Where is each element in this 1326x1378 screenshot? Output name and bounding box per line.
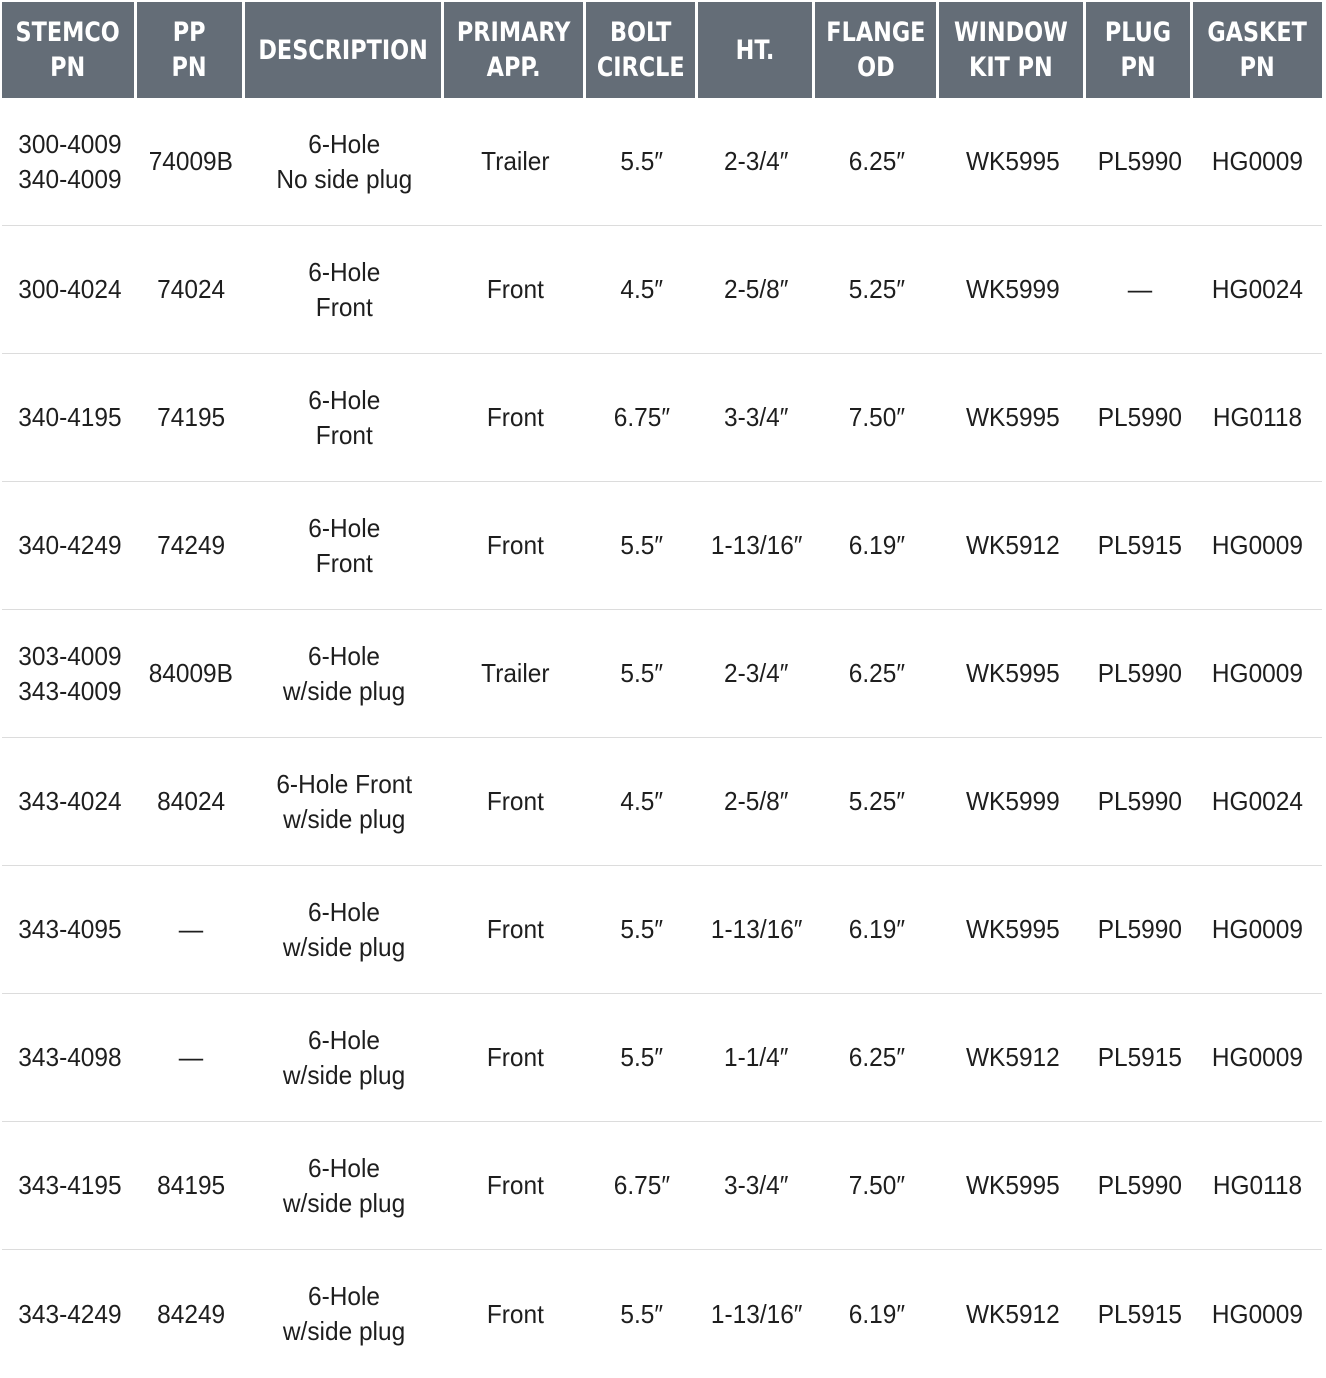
cell-text: 84249 xyxy=(157,1298,225,1329)
col-header-description: DESCRIPTION xyxy=(245,2,444,98)
cell-text: 6-Hole Front xyxy=(308,384,381,450)
col-header-gasket-pn: GASKET PN xyxy=(1193,2,1322,98)
cell-text: 5.25″ xyxy=(848,274,906,304)
cell-pp-pn xyxy=(137,738,245,866)
cell-text: 84024 xyxy=(157,786,225,816)
cell-text: 84009B xyxy=(148,658,234,688)
cell-bolt-circle xyxy=(586,226,698,354)
hubcap-spec-table xyxy=(2,2,1322,1378)
cell-text: 2-5/8″ xyxy=(724,274,789,304)
cell-text: PL5990 xyxy=(1097,658,1182,688)
cell-text: 6-Hole w/side plug xyxy=(283,1281,406,1346)
cell-flange-od xyxy=(815,354,939,482)
cell-text: 343-4249 xyxy=(17,1298,122,1329)
cell-text: PL5915 xyxy=(1097,1298,1182,1329)
cell-bolt-circle xyxy=(586,738,698,866)
cell-text: 6.25″ xyxy=(848,658,906,688)
cell-plug-pn xyxy=(1086,354,1193,482)
cell-text: HG0009 xyxy=(1211,914,1304,944)
cell-stemco-pn xyxy=(2,738,137,866)
cell-text: 1-13/16″ xyxy=(710,530,803,560)
cell-pp-pn xyxy=(137,994,245,1122)
cell-pp-pn xyxy=(137,866,245,994)
cell-text: 6-Hole No side plug xyxy=(276,128,413,194)
cell-pp-pn xyxy=(137,226,245,354)
cell-text: HG0009 xyxy=(1211,530,1304,560)
cell-text: PL5990 xyxy=(1097,786,1182,816)
cell-text: 5.5″ xyxy=(620,1042,664,1072)
cell-description xyxy=(245,1122,444,1250)
col-header-bolt-circle: BOLT CIRCLE xyxy=(586,2,698,98)
cell-flange-od xyxy=(815,994,939,1122)
cell-text: 300-4024 xyxy=(17,274,122,304)
cell-text: PL5990 xyxy=(1097,146,1182,176)
col-header-primary-app: PRIMARY APP. xyxy=(444,2,586,98)
cell-text: 6-Hole Front xyxy=(308,256,381,322)
cell-gasket-pn xyxy=(1193,98,1322,226)
cell-gasket-pn xyxy=(1193,482,1322,610)
cell-text: 5.25″ xyxy=(848,786,906,816)
cell-description xyxy=(245,738,444,866)
cell-primary-app xyxy=(444,866,586,994)
cell-text: 84195 xyxy=(157,1170,225,1200)
cell-primary-app xyxy=(444,98,586,226)
cell-text: 340-4249 xyxy=(17,530,122,560)
cell-flange-od xyxy=(815,610,939,738)
table-row xyxy=(2,482,1322,610)
cell-window-kit-pn xyxy=(939,610,1086,738)
cell-text: 6-Hole Front xyxy=(308,512,381,578)
col-header-height: HT. xyxy=(698,2,815,98)
cell-description xyxy=(245,866,444,994)
cell-text: 5.5″ xyxy=(620,914,664,944)
cell-text: Trailer xyxy=(480,658,550,688)
cell-text: 2-3/4″ xyxy=(724,658,789,688)
cell-text: Front xyxy=(486,274,544,304)
cell-bolt-circle xyxy=(586,1250,698,1378)
cell-gasket-pn xyxy=(1193,354,1322,482)
cell-text: 1-13/16″ xyxy=(710,914,803,944)
cell-pp-pn xyxy=(137,482,245,610)
cell-text: 6.19″ xyxy=(848,914,906,944)
cell-gasket-pn xyxy=(1193,1250,1322,1378)
cell-window-kit-pn xyxy=(939,482,1086,610)
table-row xyxy=(2,354,1322,482)
cell-stemco-pn xyxy=(2,482,137,610)
cell-stemco-pn xyxy=(2,866,137,994)
cell-plug-pn xyxy=(1086,482,1193,610)
cell-plug-pn xyxy=(1086,866,1193,994)
cell-plug-pn xyxy=(1086,610,1193,738)
cell-plug-pn xyxy=(1086,738,1193,866)
cell-text: 5.5″ xyxy=(620,530,664,560)
cell-height xyxy=(698,1250,815,1378)
cell-text: 1-1/4″ xyxy=(724,1042,789,1072)
cell-stemco-pn xyxy=(2,1122,137,1250)
cell-primary-app xyxy=(444,738,586,866)
cell-text: HG0118 xyxy=(1212,1170,1303,1200)
col-header-plug-pn: PLUG PN xyxy=(1086,2,1193,98)
cell-text: WK5999 xyxy=(965,274,1060,304)
cell-stemco-pn xyxy=(2,994,137,1122)
cell-description xyxy=(245,610,444,738)
cell-text: WK5912 xyxy=(965,530,1060,560)
cell-text: 2-3/4″ xyxy=(724,146,789,176)
cell-flange-od xyxy=(815,98,939,226)
cell-window-kit-pn xyxy=(939,354,1086,482)
cell-pp-pn xyxy=(137,354,245,482)
cell-text: 6.75″ xyxy=(613,402,671,432)
cell-height xyxy=(698,354,815,482)
cell-text: 343-4095 xyxy=(17,914,122,944)
cell-text: PL5915 xyxy=(1097,530,1182,560)
cell-text: Front xyxy=(486,1298,544,1329)
cell-text: WK5912 xyxy=(965,1042,1060,1072)
cell-stemco-pn xyxy=(2,354,137,482)
cell-text: HG0024 xyxy=(1211,274,1304,304)
cell-plug-pn xyxy=(1086,1250,1193,1378)
cell-text: WK5995 xyxy=(965,1170,1060,1200)
cell-text: 7.50″ xyxy=(848,1170,906,1200)
cell-text: 303-4009 343-4009 xyxy=(17,640,122,706)
cell-window-kit-pn xyxy=(939,1122,1086,1250)
col-header-window-kit-pn: WINDOW KIT PN xyxy=(939,2,1086,98)
cell-window-kit-pn xyxy=(939,994,1086,1122)
cell-gasket-pn xyxy=(1193,994,1322,1122)
cell-gasket-pn xyxy=(1193,610,1322,738)
cell-text: 5.5″ xyxy=(620,658,664,688)
cell-text: 2-5/8″ xyxy=(724,786,789,816)
cell-gasket-pn xyxy=(1193,866,1322,994)
cell-text: 340-4195 xyxy=(17,402,122,432)
table-row xyxy=(2,226,1322,354)
cell-height xyxy=(698,866,815,994)
cell-window-kit-pn xyxy=(939,226,1086,354)
cell-pp-pn xyxy=(137,1122,245,1250)
cell-text: 6.75″ xyxy=(613,1170,671,1200)
cell-height xyxy=(698,482,815,610)
cell-description xyxy=(245,994,444,1122)
cell-text: Front xyxy=(486,786,544,816)
cell-stemco-pn xyxy=(2,226,137,354)
cell-text: 1-13/16″ xyxy=(710,1298,803,1329)
cell-text: 343-4195 xyxy=(17,1170,122,1200)
cell-primary-app xyxy=(444,1250,586,1378)
col-header-pp-pn: PP PN xyxy=(137,2,245,98)
table-row xyxy=(2,610,1322,738)
cell-text: 6-Hole w/side plug xyxy=(283,896,406,962)
cell-plug-pn xyxy=(1086,226,1193,354)
cell-text: WK5995 xyxy=(965,402,1060,432)
col-header-stemco-pn: STEMCO PN xyxy=(2,2,137,98)
table-row xyxy=(2,1250,1322,1378)
header-row xyxy=(2,2,1322,98)
cell-text: 7.50″ xyxy=(848,402,906,432)
cell-flange-od xyxy=(815,1122,939,1250)
cell-text: 74009B xyxy=(148,146,234,176)
cell-text: 300-4009 340-4009 xyxy=(17,128,122,194)
cell-text: 4.5″ xyxy=(620,786,664,816)
cell-plug-pn xyxy=(1086,1122,1193,1250)
cell-text: 6-Hole w/side plug xyxy=(283,1024,406,1090)
cell-description xyxy=(245,98,444,226)
table-row xyxy=(2,738,1322,866)
cell-text: 5.5″ xyxy=(620,146,664,176)
cell-primary-app xyxy=(444,1122,586,1250)
cell-height xyxy=(698,226,815,354)
cell-text: WK5999 xyxy=(965,786,1060,816)
table-row xyxy=(2,994,1322,1122)
cell-text: HG0009 xyxy=(1211,1042,1304,1072)
cell-text: 74024 xyxy=(157,274,225,304)
cell-flange-od xyxy=(815,482,939,610)
cell-stemco-pn xyxy=(2,610,137,738)
table-body xyxy=(2,98,1322,1378)
cell-primary-app xyxy=(444,226,586,354)
cell-text: 6-Hole w/side plug xyxy=(283,1152,406,1218)
cell-bolt-circle xyxy=(586,98,698,226)
cell-flange-od xyxy=(815,1250,939,1378)
cell-text: 6.19″ xyxy=(848,1298,906,1329)
cell-flange-od xyxy=(815,738,939,866)
cell-pp-pn xyxy=(137,610,245,738)
cell-text: — xyxy=(1127,274,1152,304)
cell-description xyxy=(245,226,444,354)
cell-text: WK5995 xyxy=(965,658,1060,688)
cell-plug-pn xyxy=(1086,994,1193,1122)
cell-pp-pn xyxy=(137,98,245,226)
cell-primary-app xyxy=(444,482,586,610)
cell-height xyxy=(698,610,815,738)
cell-gasket-pn xyxy=(1193,738,1322,866)
cell-text: Trailer xyxy=(480,146,550,176)
cell-text: PL5990 xyxy=(1097,402,1182,432)
cell-window-kit-pn xyxy=(939,866,1086,994)
cell-text: 3-3/4″ xyxy=(724,402,789,432)
cell-flange-od xyxy=(815,866,939,994)
cell-text: HG0009 xyxy=(1211,146,1304,176)
cell-text: 4.5″ xyxy=(620,274,664,304)
cell-text: HG0118 xyxy=(1212,402,1303,432)
cell-text: 343-4098 xyxy=(17,1042,122,1072)
cell-height xyxy=(698,98,815,226)
cell-window-kit-pn xyxy=(939,738,1086,866)
col-header-flange-od: FLANGE OD xyxy=(815,2,939,98)
cell-height xyxy=(698,738,815,866)
cell-text: 6.19″ xyxy=(848,530,906,560)
cell-bolt-circle xyxy=(586,1122,698,1250)
cell-primary-app xyxy=(444,994,586,1122)
cell-text: 6.25″ xyxy=(848,1042,906,1072)
cell-text: HG0009 xyxy=(1211,658,1304,688)
cell-gasket-pn xyxy=(1193,226,1322,354)
cell-description xyxy=(245,1250,444,1378)
cell-window-kit-pn xyxy=(939,98,1086,226)
cell-text: Front xyxy=(486,1042,544,1072)
cell-bolt-circle xyxy=(586,482,698,610)
cell-primary-app xyxy=(444,354,586,482)
cell-bolt-circle xyxy=(586,866,698,994)
cell-text: 6.25″ xyxy=(848,146,906,176)
cell-description xyxy=(245,482,444,610)
cell-bolt-circle xyxy=(586,354,698,482)
cell-text: 5.5″ xyxy=(620,1298,664,1329)
cell-text: 74195 xyxy=(157,402,225,432)
table-row xyxy=(2,98,1322,226)
cell-bolt-circle xyxy=(586,994,698,1122)
cell-text: 6-Hole w/side plug xyxy=(283,640,406,706)
cell-text: PL5915 xyxy=(1097,1042,1182,1072)
cell-text: HG0024 xyxy=(1211,786,1304,816)
cell-height xyxy=(698,1122,815,1250)
cell-text: HG0009 xyxy=(1211,1298,1304,1329)
cell-flange-od xyxy=(815,226,939,354)
cell-text: 343-4024 xyxy=(17,786,122,816)
cell-text: 6-Hole Front w/side plug xyxy=(276,768,413,834)
cell-text: Front xyxy=(486,530,544,560)
cell-plug-pn xyxy=(1086,98,1193,226)
cell-pp-pn xyxy=(137,1250,245,1378)
cell-stemco-pn xyxy=(2,1250,137,1378)
cell-text: 3-3/4″ xyxy=(724,1170,789,1200)
cell-bolt-circle xyxy=(586,610,698,738)
cell-text: Front xyxy=(486,914,544,944)
cell-description xyxy=(245,354,444,482)
table-row xyxy=(2,866,1322,994)
cell-text: — xyxy=(178,914,204,944)
cell-primary-app xyxy=(444,610,586,738)
cell-gasket-pn xyxy=(1193,1122,1322,1250)
cell-text: WK5995 xyxy=(965,146,1060,176)
cell-text: WK5995 xyxy=(965,914,1060,944)
cell-height xyxy=(698,994,815,1122)
cell-text: WK5912 xyxy=(965,1298,1060,1329)
cell-text: Front xyxy=(486,1170,544,1200)
cell-text: PL5990 xyxy=(1097,914,1182,944)
cell-text: Front xyxy=(486,402,544,432)
cell-text: PL5990 xyxy=(1097,1170,1182,1200)
cell-stemco-pn xyxy=(2,98,137,226)
cell-text: 74249 xyxy=(157,530,225,560)
cell-text: — xyxy=(178,1042,204,1072)
cell-window-kit-pn xyxy=(939,1250,1086,1378)
table-row xyxy=(2,1122,1322,1250)
